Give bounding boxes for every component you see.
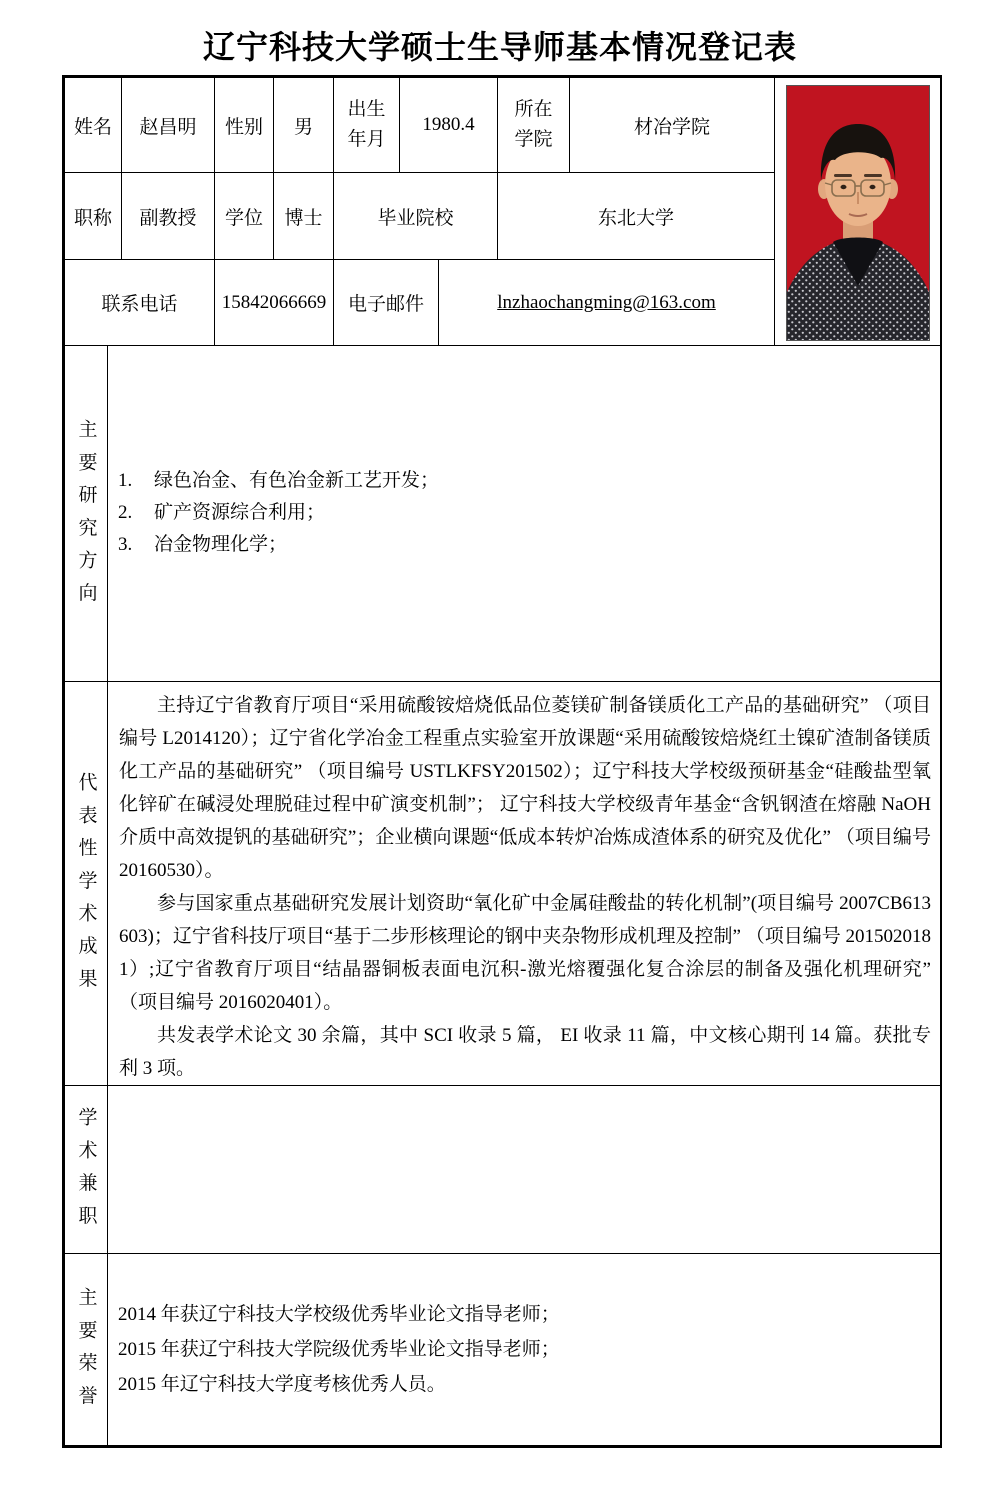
achievements-content — [108, 681, 941, 1085]
photo-cell — [775, 78, 941, 346]
research-item-text: 绿色冶金、有色冶金新工艺开发； — [154, 470, 440, 492]
posts-label: 学术兼职 — [65, 1085, 108, 1253]
section-achievements — [65, 681, 941, 1085]
research-item-number: 3. — [118, 534, 133, 556]
college-value: 材冶学院 — [570, 78, 775, 173]
basic-info-table — [64, 77, 941, 346]
gender-label: 性别 — [215, 78, 274, 173]
honor-line: 2014 年获辽宁科技大学校级优秀毕业论文指导老师； — [118, 1303, 560, 1325]
college-label: 所在学院 — [498, 78, 570, 173]
section-research — [65, 346, 941, 681]
phone-value: 15842066669 — [215, 260, 334, 346]
achievements-paragraph: 参与国家重点基础研究发展计划资助“氧化矿中金属硅酸盐的转化机制”(项目编号 2007CB613603)；辽宁省科技厅项目“基于二步形核理论的钢中夹杂物形成机理及控制” （项目编号 2015020181）;辽宁省教育厅项目“结晶器铜板表面电沉积-激光熔覆强化复合涂层的制备及强化机理研究” （项目编号 2016020401）。 — [119, 892, 931, 1013]
research-item — [116, 497, 940, 529]
research-item-number: 1. — [118, 470, 133, 492]
achievements-label: 代表性学术成果 — [65, 681, 108, 1085]
id-photo-graphic — [787, 86, 929, 340]
id-photo — [786, 85, 930, 341]
research-item-text: 矿产资源综合利用； — [154, 502, 326, 524]
name-label: 姓名 — [65, 78, 122, 173]
research-item-text: 冶金物理化学； — [154, 534, 288, 556]
email-value: lnzhaochangming@163.com — [439, 260, 775, 346]
jobtitle-label: 职称 — [65, 173, 122, 260]
school-label: 毕业院校 — [334, 173, 498, 260]
honor-line: 2015 年获辽宁科技大学院级优秀毕业论文指导老师； — [118, 1338, 560, 1360]
research-content — [108, 346, 941, 681]
birth-label: 出生年月 — [334, 78, 400, 173]
research-item — [116, 529, 940, 561]
birth-value: 1980.4 — [400, 78, 498, 173]
doc-title: 辽宁科技大学硕士生导师基本情况登记表 — [202, 29, 797, 65]
honors-content — [108, 1253, 941, 1445]
posts-content — [108, 1085, 941, 1253]
sections-table — [64, 346, 941, 1446]
section-posts — [65, 1085, 941, 1253]
research-item — [116, 465, 940, 497]
gender-value: 男 — [274, 78, 334, 173]
research-item-number: 2. — [118, 502, 133, 524]
research-label: 主要研究方向 — [65, 346, 108, 681]
achievements-paragraph: 共发表学术论文 30 余篇，其中 SCI 收录 5 篇， EI 收录 11 篇，中文核心期刊 14 篇。获批专利 3 项。 — [119, 1024, 931, 1079]
school-value: 东北大学 — [498, 173, 775, 260]
phone-label: 联系电话 — [65, 260, 215, 346]
honor-line: 2015 年辽宁科技大学度考核优秀人员。 — [118, 1373, 446, 1395]
jobtitle-value: 副教授 — [122, 173, 215, 260]
name-value: 赵昌明 — [122, 78, 215, 173]
achievements-paragraph: 主持辽宁省教育厅项目“采用硫酸铵焙烧低品位菱镁矿制备镁质化工产品的基础研究” （项目编号 L2014120）；辽宁省化学冶金工程重点实验室开放课题“采用硫酸铵焙烧红土镍矿渣制备镁质化工产品的基础研究” （项目编号 USTLKFSY201502）；辽宁科技大学校级预研基金“硅酸盐型氧化锌矿在碱浸处理脱硅过程中矿演变机制”； 辽宁科技大学校级青年基金“含钒钢渣在熔融 NaOH 介质中高效提钒的基础研究”；企业横向课题“低成本转炉冶炼成渣体系的研究及优化” （项目编号 20160530）。 — [119, 694, 931, 881]
honors-label: 主要荣誉 — [65, 1253, 108, 1445]
form-table — [62, 75, 942, 1448]
email-label: 电子邮件 — [334, 260, 439, 346]
section-honors — [65, 1253, 941, 1445]
degree-value: 博士 — [274, 173, 334, 260]
degree-label: 学位 — [215, 173, 274, 260]
